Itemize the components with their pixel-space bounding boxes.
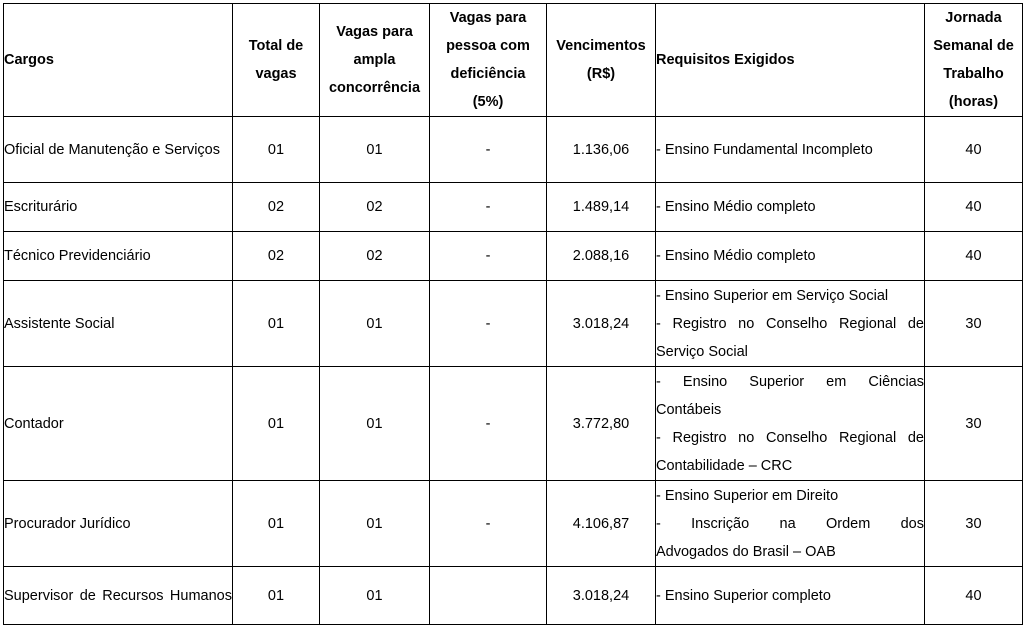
- cell-total: 01: [233, 367, 320, 481]
- cell-jornada: 30: [925, 367, 1023, 481]
- header-requisitos: Requisitos Exigidos: [656, 4, 925, 117]
- cell-vencimento: 2.088,16: [547, 232, 656, 281]
- table-row: [4, 183, 1023, 232]
- cell-requisitos: - Ensino Superior completo: [656, 567, 925, 625]
- cell-ampla: 01: [320, 567, 430, 625]
- vacancies-table: [3, 3, 1023, 625]
- header-vencimentos: Vencimentos (R$): [547, 4, 656, 117]
- cell-jornada: 30: [925, 481, 1023, 567]
- table-header-row: [4, 4, 1023, 117]
- cell-ampla: 01: [320, 117, 430, 183]
- table-row: [4, 481, 1023, 567]
- cell-jornada: 40: [925, 232, 1023, 281]
- cell-cargo: Escriturário: [4, 183, 233, 232]
- cell-requisitos: - Ensino Superior em Serviço Social - Registro no Conselho Regional de Serviço Social: [656, 281, 925, 367]
- cell-total: 02: [233, 183, 320, 232]
- cell-cargo: Supervisor de Recursos Humanos: [4, 567, 233, 625]
- cell-ampla: 01: [320, 481, 430, 567]
- cell-vencimento: 3.018,24: [547, 567, 656, 625]
- cell-requisitos: - Ensino Superior em Ciências Contábeis - Registro no Conselho Regional de Contabilidade – CRC: [656, 367, 925, 481]
- header-cargos: Cargos: [4, 4, 233, 117]
- header-jornada: Jornada Semanal de Trabalho (horas): [925, 4, 1023, 117]
- cell-requisitos: - Ensino Fundamental Incompleto: [656, 117, 925, 183]
- cell-cargo: Técnico Previdenciário: [4, 232, 233, 281]
- cell-total: 01: [233, 117, 320, 183]
- header-deficiencia: Vagas para pessoa com deficiência (5%): [430, 4, 547, 117]
- cell-jornada: 30: [925, 281, 1023, 367]
- cell-vencimento: 3.772,80: [547, 367, 656, 481]
- table-row: [4, 567, 1023, 625]
- cell-ampla: 02: [320, 183, 430, 232]
- cell-vencimento: 1.489,14: [547, 183, 656, 232]
- cell-total: 01: [233, 481, 320, 567]
- table-row: [4, 281, 1023, 367]
- cell-jornada: 40: [925, 117, 1023, 183]
- table-row: [4, 232, 1023, 281]
- cell-total: 01: [233, 281, 320, 367]
- cell-cargo: Procurador Jurídico: [4, 481, 233, 567]
- cell-deficiencia: -: [430, 117, 547, 183]
- cell-vencimento: 1.136,06: [547, 117, 656, 183]
- cell-requisitos: - Ensino Superior em Direito - Inscrição na Ordem dos Advogados do Brasil – OAB: [656, 481, 925, 567]
- cell-deficiencia: -: [430, 481, 547, 567]
- table-row: [4, 117, 1023, 183]
- cell-requisitos: - Ensino Médio completo: [656, 183, 925, 232]
- cell-deficiencia: -: [430, 367, 547, 481]
- cell-ampla: 02: [320, 232, 430, 281]
- cell-jornada: 40: [925, 567, 1023, 625]
- cell-total: 01: [233, 567, 320, 625]
- cell-deficiencia: -: [430, 183, 547, 232]
- cell-ampla: 01: [320, 367, 430, 481]
- cell-cargo: Assistente Social: [4, 281, 233, 367]
- header-total-vagas: Total de vagas: [233, 4, 320, 117]
- cell-deficiencia: [430, 567, 547, 625]
- cell-vencimento: 4.106,87: [547, 481, 656, 567]
- cell-total: 02: [233, 232, 320, 281]
- cell-cargo: Contador: [4, 367, 233, 481]
- table-row: [4, 367, 1023, 481]
- cell-ampla: 01: [320, 281, 430, 367]
- cell-deficiencia: -: [430, 281, 547, 367]
- header-ampla-concorrencia: Vagas para ampla concorrência: [320, 4, 430, 117]
- cell-deficiencia: -: [430, 232, 547, 281]
- cell-requisitos: - Ensino Médio completo: [656, 232, 925, 281]
- cell-vencimento: 3.018,24: [547, 281, 656, 367]
- cell-jornada: 40: [925, 183, 1023, 232]
- cell-cargo: Oficial de Manutenção e Serviços: [4, 117, 233, 183]
